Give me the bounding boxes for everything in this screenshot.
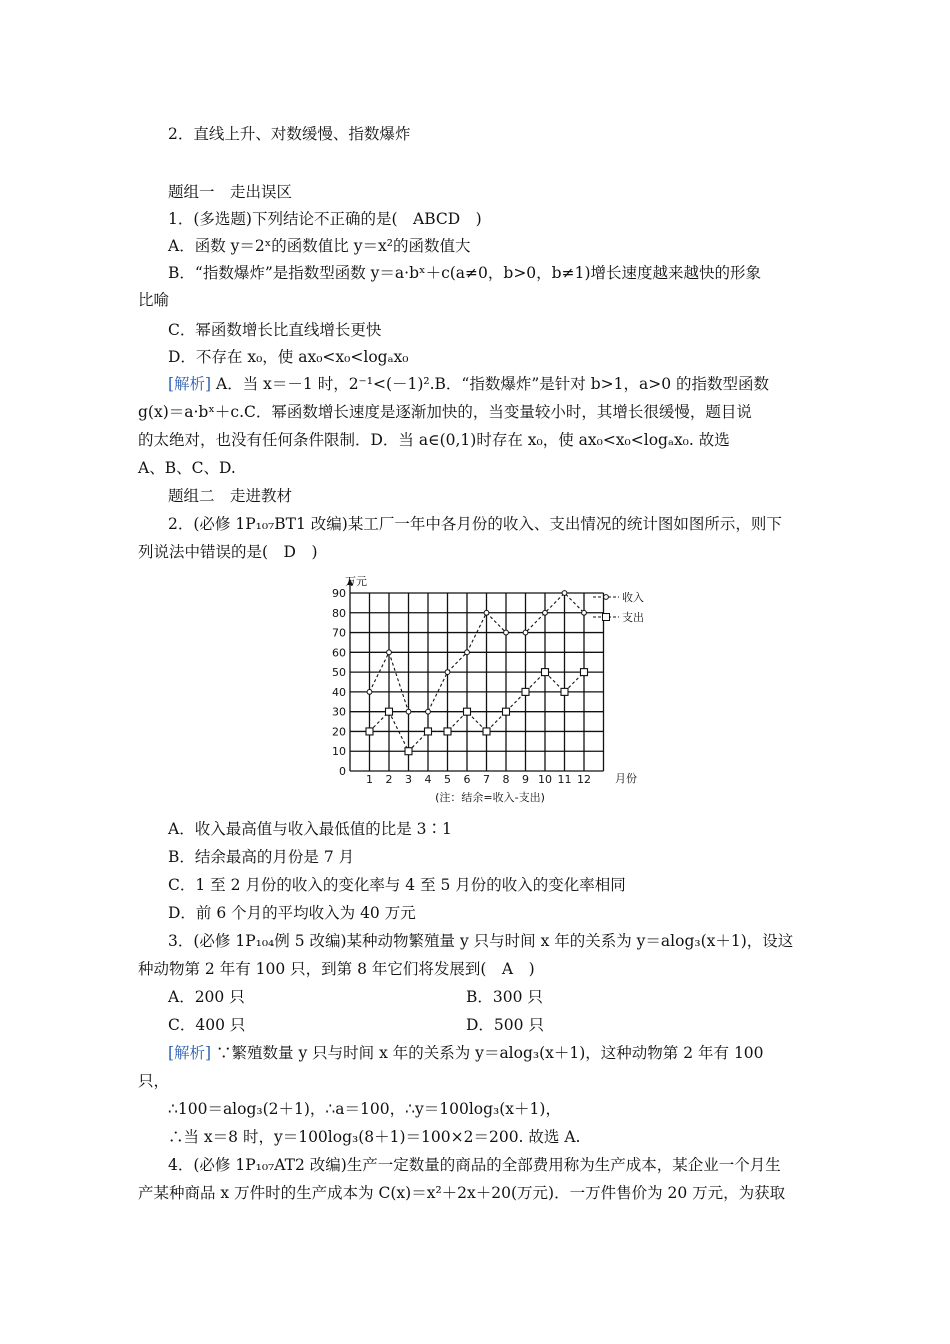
x-tick-label: 8 — [502, 773, 510, 786]
legend-label: 支出 — [622, 611, 644, 624]
q1-analysis-text1: A．当 x＝－1 时，2⁻¹<(－1)².B．“指数爆炸”是针对 b>1，a>0 的指数型函数 — [216, 375, 769, 393]
income-point — [445, 670, 450, 675]
income-point — [562, 591, 567, 596]
income-expense-chart — [325, 575, 655, 807]
income-point — [426, 709, 431, 714]
income-point — [465, 650, 470, 655]
income-point — [367, 689, 372, 694]
x-tick-label: 11 — [557, 773, 572, 786]
y-tick-label: 40 — [332, 685, 346, 699]
q2-option-a: A．收入最高值与收入最低值的比是 3∶1 — [168, 820, 452, 838]
q3-stem-line1: 3．(必修 1P₁₀₄例 5 改编)某种动物繁殖量 y 只与时间 x 年的关系为 y＝alog₃(x＋1)，设这 — [168, 932, 794, 950]
q1-option-d: D．不存在 x₀，使 ax₀<x₀<logₐx₀ — [168, 348, 409, 366]
q3-analysis-line4: ∴当 x＝8 时，y＝100log₃(8＋1)＝100×2＝200. 故选 A. — [168, 1128, 581, 1146]
q3-option-c: C．400 只 — [168, 1016, 246, 1034]
x-tick-label: 12 — [577, 773, 591, 786]
expense-point — [386, 708, 393, 715]
q4-stem-line2: 产某种商品 x 万件时的生产成本为 C(x)＝x²＋2x＋20(万元)．一万件售价为 20 万元，为获取 — [138, 1184, 786, 1202]
chart-ylabel: 万元 — [345, 575, 367, 588]
chart-xlabel: 月份 — [615, 772, 637, 785]
income-point — [504, 630, 509, 635]
group2-title: 题组二 走进教材 — [168, 487, 293, 505]
x-tick-label: 5 — [444, 773, 451, 786]
income-point — [582, 610, 587, 615]
q1-analysis-line3: 的太绝对，也没有任何条件限制．D．当 a∈(0,1)时存在 x₀，使 ax₀<x₀<logₐx₀. 故选 — [138, 431, 730, 449]
q2-stem-line1: 2．(必修 1P₁₀₇BT1 改编)某工厂一年中各月份的收入、支出情况的统计图如图所示，则下 — [168, 515, 782, 533]
expense-point — [561, 688, 568, 695]
x-tick-label: 9 — [522, 773, 529, 786]
y-tick-label: 90 — [332, 587, 346, 600]
q1-option-c: C．幂函数增长比直线增长更快 — [168, 321, 382, 339]
chart-note: (注：结余=收入-支出) — [435, 791, 545, 804]
q4-stem-line1: 4．(必修 1P₁₀₇AT2 改编)生产一定数量的商品的全部费用称为生产成本，某企业一个月生 — [168, 1156, 781, 1174]
income-point — [387, 650, 392, 655]
q2-option-b: B．结余最高的月份是 7 月 — [168, 848, 355, 866]
analysis-label: [解析] — [168, 1044, 212, 1062]
q1-analysis-line4: A、B、C、D. — [138, 459, 236, 477]
q3-option-d: D．500 只 — [466, 1016, 544, 1034]
income-point — [406, 709, 411, 714]
expense-point — [444, 728, 451, 735]
income-point — [484, 610, 489, 615]
x-tick-label: 2 — [385, 773, 393, 786]
q3-option-b: B．300 只 — [466, 988, 543, 1006]
q3-analysis-line1 — [168, 1041, 764, 1063]
expense-point — [366, 728, 373, 735]
q1-option-b-line2: 比喻 — [138, 291, 170, 309]
expense-point — [464, 708, 471, 715]
legend-marker-circle — [604, 595, 609, 600]
y-tick-label: 10 — [332, 745, 346, 759]
x-tick-label: 7 — [483, 773, 490, 786]
q1-analysis-line2: g(x)＝a·bˣ＋c.C．幂函数增长速度是逐渐加快的，当变量较小时，其增长很缓慢，题目说 — [138, 403, 752, 421]
expense-point — [581, 669, 588, 676]
x-tick-label: 1 — [366, 773, 373, 786]
expense-point — [483, 728, 490, 735]
x-tick-label: 3 — [405, 773, 412, 786]
y-tick-label: 30 — [332, 705, 346, 719]
y-tick-label: 80 — [332, 606, 346, 620]
q3-option-a: A．200 只 — [168, 988, 245, 1006]
q3-analysis-line2: 只， — [138, 1072, 170, 1090]
x-tick-label: 6 — [463, 773, 471, 786]
income-point — [543, 610, 548, 615]
x-tick-label: 4 — [424, 773, 432, 786]
y-tick-label: 60 — [332, 646, 346, 660]
q3-analysis-text1: ∵繁殖数量 y 只与时间 x 年的关系为 y＝alog₃(x＋1)，这种动物第 2 年有 100 — [216, 1044, 764, 1062]
legend-label: 收入 — [622, 591, 644, 604]
q1-stem: 1．(多选题)下列结论不正确的是( ABCD ) — [168, 210, 482, 228]
q2-stem-line2: 列说法中错误的是( D ) — [138, 543, 318, 561]
q2-option-c: C．1 至 2 月份的收入的变化率与 4 至 5 月份的收入的变化率相同 — [168, 876, 626, 894]
expense-point — [542, 669, 549, 676]
q3-stem-line2: 种动物第 2 年有 100 只，到第 8 年它们将发展到( A ) — [138, 960, 535, 978]
y-tick-label: 0 — [339, 765, 346, 778]
section-heading: 2．直线上升、对数缓慢、指数爆炸 — [168, 125, 411, 143]
q1-analysis-line1 — [168, 372, 769, 394]
expense-point — [522, 688, 529, 695]
expense-point — [405, 748, 412, 755]
x-tick-label: 10 — [538, 773, 552, 786]
y-tick-label: 20 — [332, 725, 346, 739]
analysis-label: [解析] — [168, 375, 212, 393]
q1-option-a: A．函数 y＝2ˣ的函数值比 y＝x²的函数值大 — [168, 237, 471, 255]
expense-point — [503, 708, 510, 715]
group1-title: 题组一 走出误区 — [168, 183, 293, 201]
q3-analysis-line3: ∴100＝alog₃(2＋1)，∴a＝100，∴y＝100log₃(x＋1)， — [168, 1100, 561, 1118]
q1-option-b-line1: B．“指数爆炸”是指数型函数 y＝a·bˣ＋c(a≠0，b>0，b≠1)增长速度越来越快的形象 — [168, 264, 761, 282]
y-tick-label: 50 — [332, 666, 346, 680]
y-tick-label: 70 — [332, 626, 346, 640]
income-point — [523, 630, 528, 635]
q2-option-d: D．前 6 个月的平均收入为 40 万元 — [168, 904, 416, 922]
expense-point — [425, 728, 432, 735]
legend-marker-square — [603, 614, 610, 621]
